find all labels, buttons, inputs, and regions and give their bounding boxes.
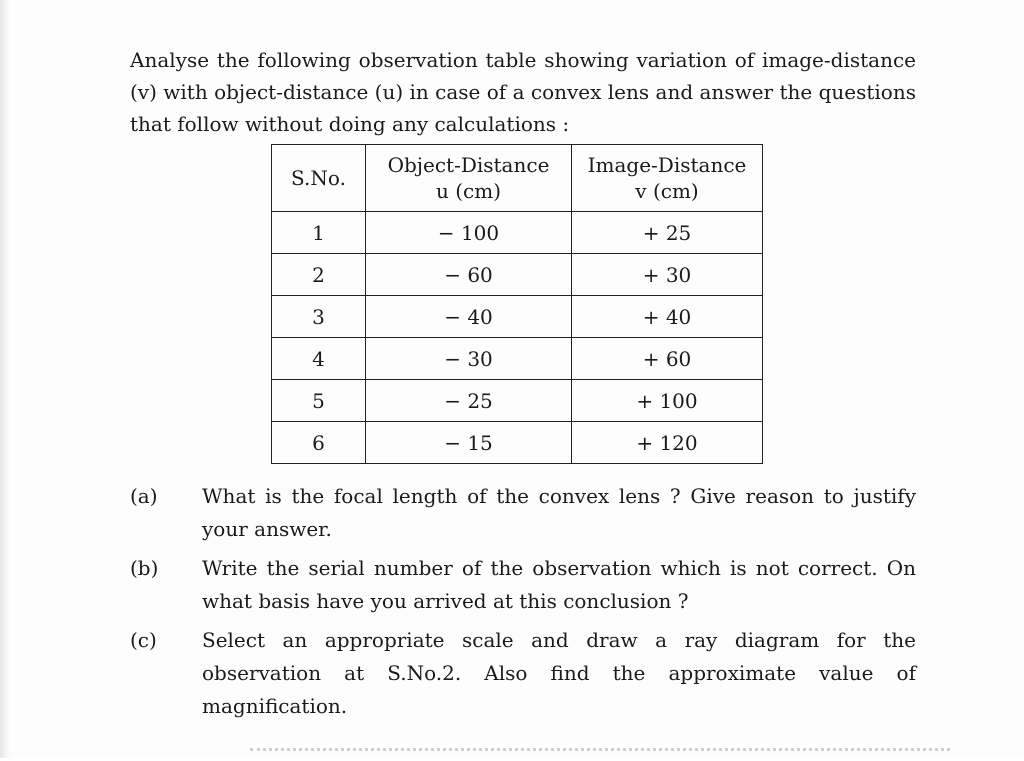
- page-edge-shadow: [0, 0, 10, 758]
- header-sno: S.No.: [272, 145, 366, 212]
- header-image-distance: [572, 145, 763, 212]
- table-row: [272, 296, 763, 338]
- cell-sno: 4: [272, 338, 366, 380]
- cell-object-distance: − 40: [366, 296, 572, 338]
- question-text: Write the serial number of the observation which is not correct. On what basis have you arrived at this conclusion ?: [202, 556, 916, 613]
- cell-image-distance: + 60: [572, 338, 763, 380]
- page-cutoff-text-remnant: [250, 748, 950, 761]
- cell-sno: 2: [272, 254, 366, 296]
- cell-image-distance: + 25: [572, 212, 763, 254]
- cell-object-distance: − 100: [366, 212, 572, 254]
- header-object-distance-title: Object-Distance: [387, 153, 550, 177]
- question-intro: Analyse the following observation table showing variation of image-distance (v) with object-distance (u) in case of a convex lens and answer the questions that follow without doing any calculations :: [130, 48, 916, 136]
- question-a: [130, 480, 916, 546]
- cell-image-distance: + 100: [572, 380, 763, 422]
- cell-object-distance: − 25: [366, 380, 572, 422]
- question-label: (b): [130, 556, 159, 580]
- cell-image-distance: + 40: [572, 296, 763, 338]
- sub-questions: [130, 480, 916, 729]
- table-row: [272, 254, 763, 296]
- question-b: [130, 552, 916, 618]
- table-row: [272, 338, 763, 380]
- cell-object-distance: − 30: [366, 338, 572, 380]
- header-object-distance-unit: u (cm): [435, 179, 501, 203]
- question-c: [130, 624, 916, 723]
- cell-object-distance: − 15: [366, 422, 572, 464]
- cell-sno: 1: [272, 212, 366, 254]
- question-label: (c): [130, 628, 157, 652]
- header-image-distance-title: Image-Distance: [587, 153, 747, 177]
- table-row: [272, 380, 763, 422]
- question-text: What is the focal length of the convex lens ? Give reason to justify your answer.: [202, 484, 916, 541]
- observation-table: [271, 144, 763, 464]
- cell-sno: 5: [272, 380, 366, 422]
- question-label: (a): [130, 484, 158, 508]
- cell-sno: 3: [272, 296, 366, 338]
- header-image-distance-unit: v (cm): [635, 179, 699, 203]
- question-text: Select an appropriate scale and draw a ray diagram for the observation at S.No.2. Also find the approximate value of magnification.: [202, 628, 916, 718]
- table-row: [272, 422, 763, 464]
- cell-sno: 6: [272, 422, 366, 464]
- cell-image-distance: + 30: [572, 254, 763, 296]
- cell-image-distance: + 120: [572, 422, 763, 464]
- header-object-distance: [366, 145, 572, 212]
- cell-object-distance: − 60: [366, 254, 572, 296]
- table-header-row: [272, 145, 763, 212]
- table-row: [272, 212, 763, 254]
